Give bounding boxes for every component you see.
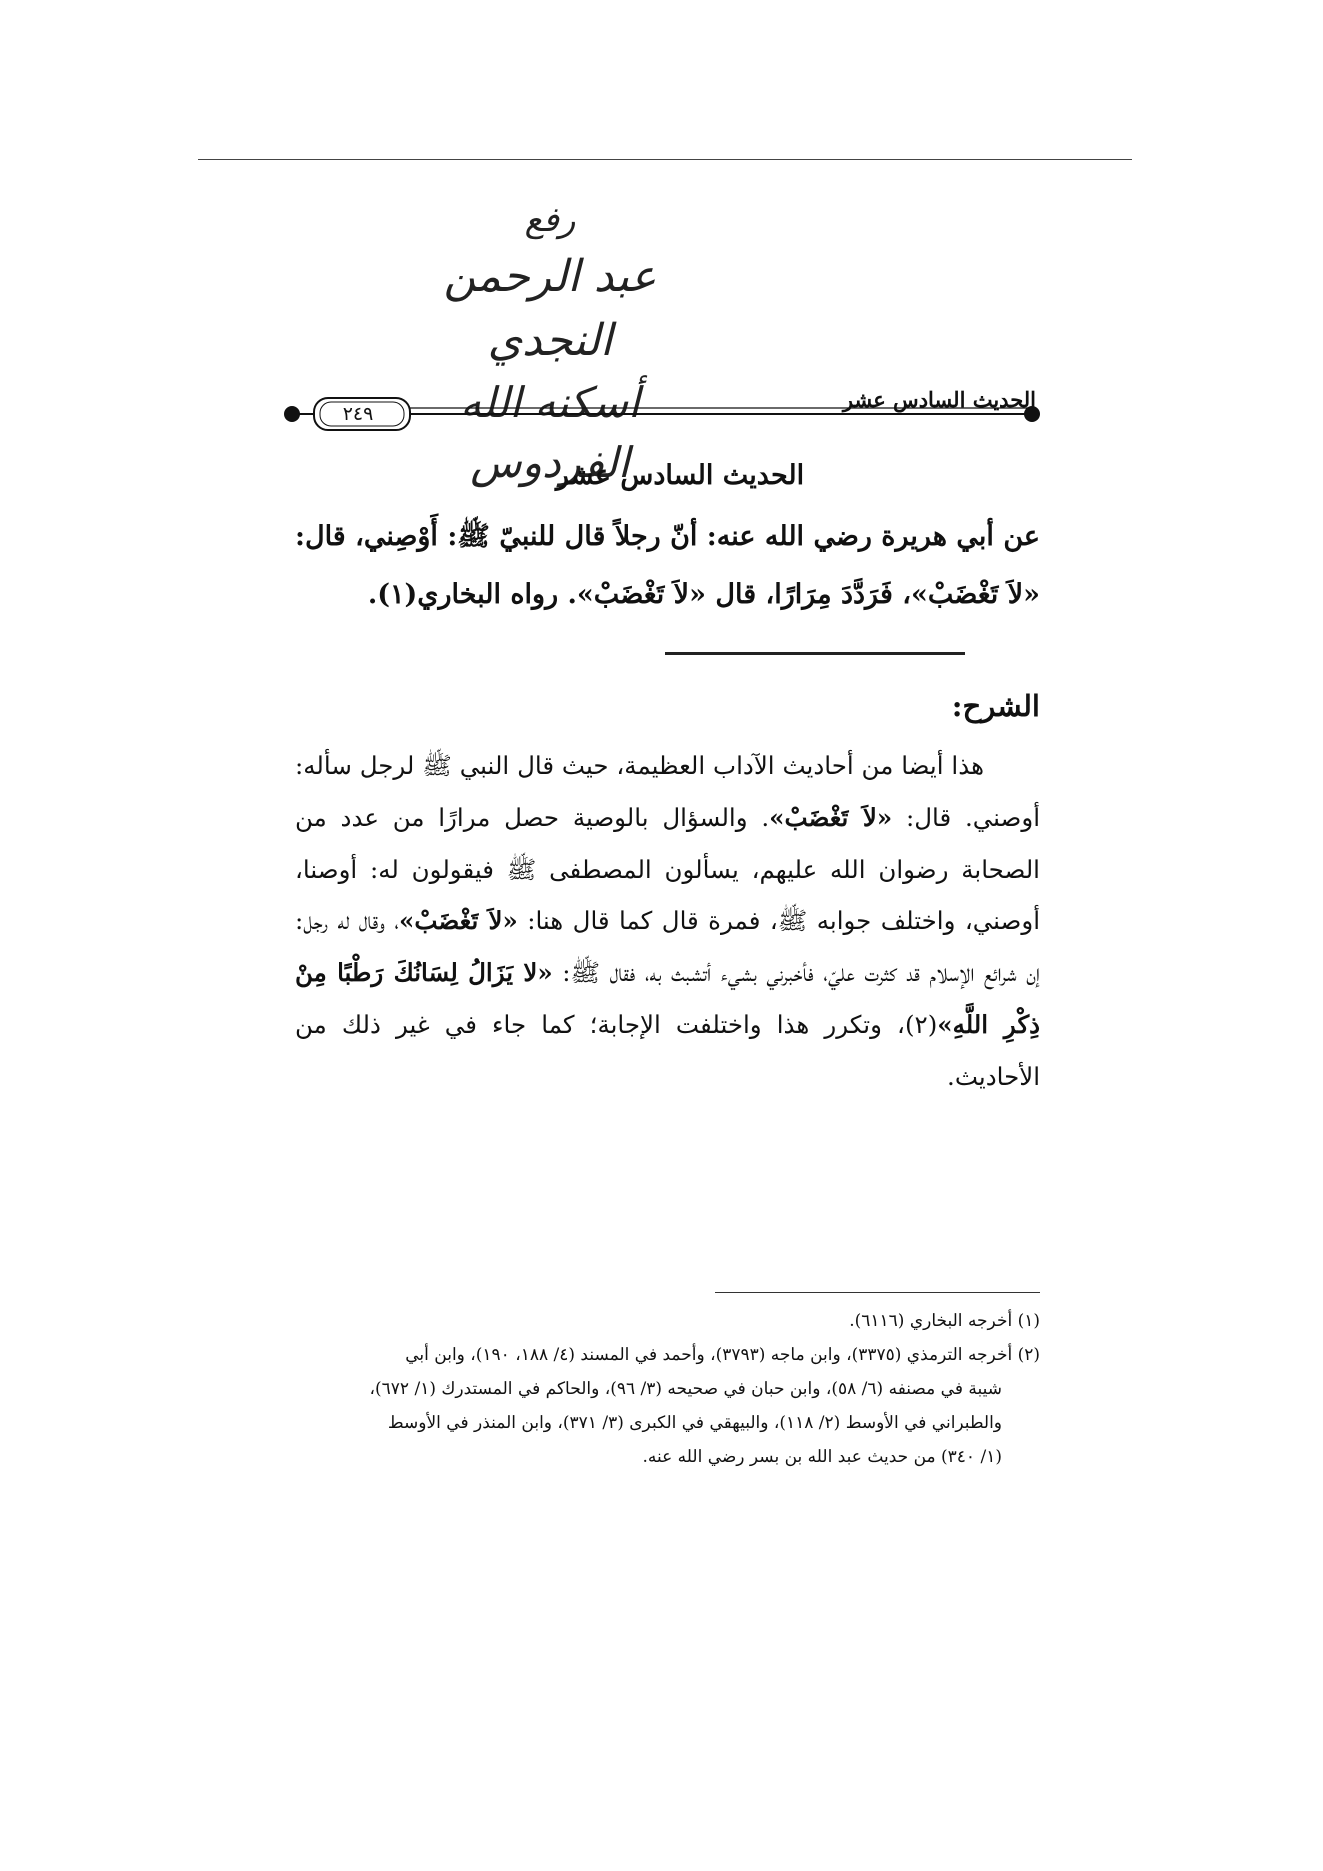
sharh-text: (٢)، وتكرر هذا واختلفت الإجابة؛ كما جاء في غير ذلك من الأحاديث. <box>295 1009 1040 1091</box>
sharh-body <box>295 740 1040 1103</box>
footnote-2-line-3: والطبراني في الأوسط (٢/ ١١٨)، والبيهقي في الكبرى (٣/ ٣٧١)، وابن المنذر في الأوسط <box>387 1413 1002 1433</box>
sharh-paragraph <box>295 740 1040 1103</box>
watermark-line-2: عبد الرحمن النجدي <box>443 251 657 366</box>
hadith-text: عن أبي هريرة رضي الله عنه: أنّ رجلاً قال للنبيّ ﷺ: أَوْصِني، قال: «لاَ تَغْضَبْ»، فَرَدَّدَ مِرَارًا، قال «لاَ تَغْضَبْ». رواه البخاري(١). <box>294 521 1040 610</box>
owner-watermark <box>380 195 720 493</box>
sharh-heading: الشرح: <box>951 689 1040 723</box>
section-divider <box>665 652 965 655</box>
page-number: ٢٤٩ <box>342 403 374 425</box>
quote-la-taghdab: «لاَ تَغْضَبْ» <box>399 906 518 936</box>
hadith-title: الحديث السادس عشر <box>555 460 805 491</box>
watermark-line-3: أسكنه الله الفردوس <box>460 378 640 487</box>
top-rule <box>198 159 1132 160</box>
footnote-rule <box>715 1292 1040 1293</box>
footnotes <box>260 1304 1040 1474</box>
footnote-1: (١) أخرجه البخاري (٦١١٦). <box>849 1311 1040 1331</box>
sharh-text: ، وقال له رجل: إن شرائع الإسلام قد كثرت عليّ، فأخبرني بشيء أتشبث به، فقال ﷺ: <box>295 906 1040 988</box>
running-title: الحديث السادس عشر <box>842 387 1036 412</box>
quote-la-taghdab: «لاَ تَغْضَبْ» <box>769 802 893 832</box>
footnote-2-line-1: (٢) أخرجه الترمذي (٣٣٧٥)، وابن ماجه (٣٧٩٣)، وأحمد في المسند (٤/ ١٨٨، ١٩٠)، وابن أبي <box>405 1345 1040 1365</box>
footnote-2-line-2: شيبة في مصنفه (٦/ ٥٨)، وابن حبان في صحيحه (٣/ ٩٦)، والحاكم في المستدرك (١/ ٦٧٢)، <box>369 1379 1002 1399</box>
quote-la-yazal: «لا يَزَالُ لِسَانُكَ رَطْبًا مِنْ ذِكْرِ اللَّهِ» <box>295 958 1041 1039</box>
watermark-line-1: رفع <box>524 200 576 240</box>
sharh-text: هذا أيضا من أحاديث الآداب العظيمة، حيث قال النبي ﷺ لرجل سأله: أوصني. قال: <box>295 751 1041 832</box>
footnote-2-line-4: (١/ ٣٤٠) من حديث عبد الله بن بسر رضي الله عنه. <box>642 1447 1002 1467</box>
sharh-text: . والسؤال بالوصية حصل مرارًا من عدد من الصحابة رضوان الله عليهم، يسألون المصطفى ﷺ فيقولون له: أوصنا، أوصني، واختلف جوابه ﷺ، فمرة قال كما قال هنا: <box>295 802 1040 936</box>
